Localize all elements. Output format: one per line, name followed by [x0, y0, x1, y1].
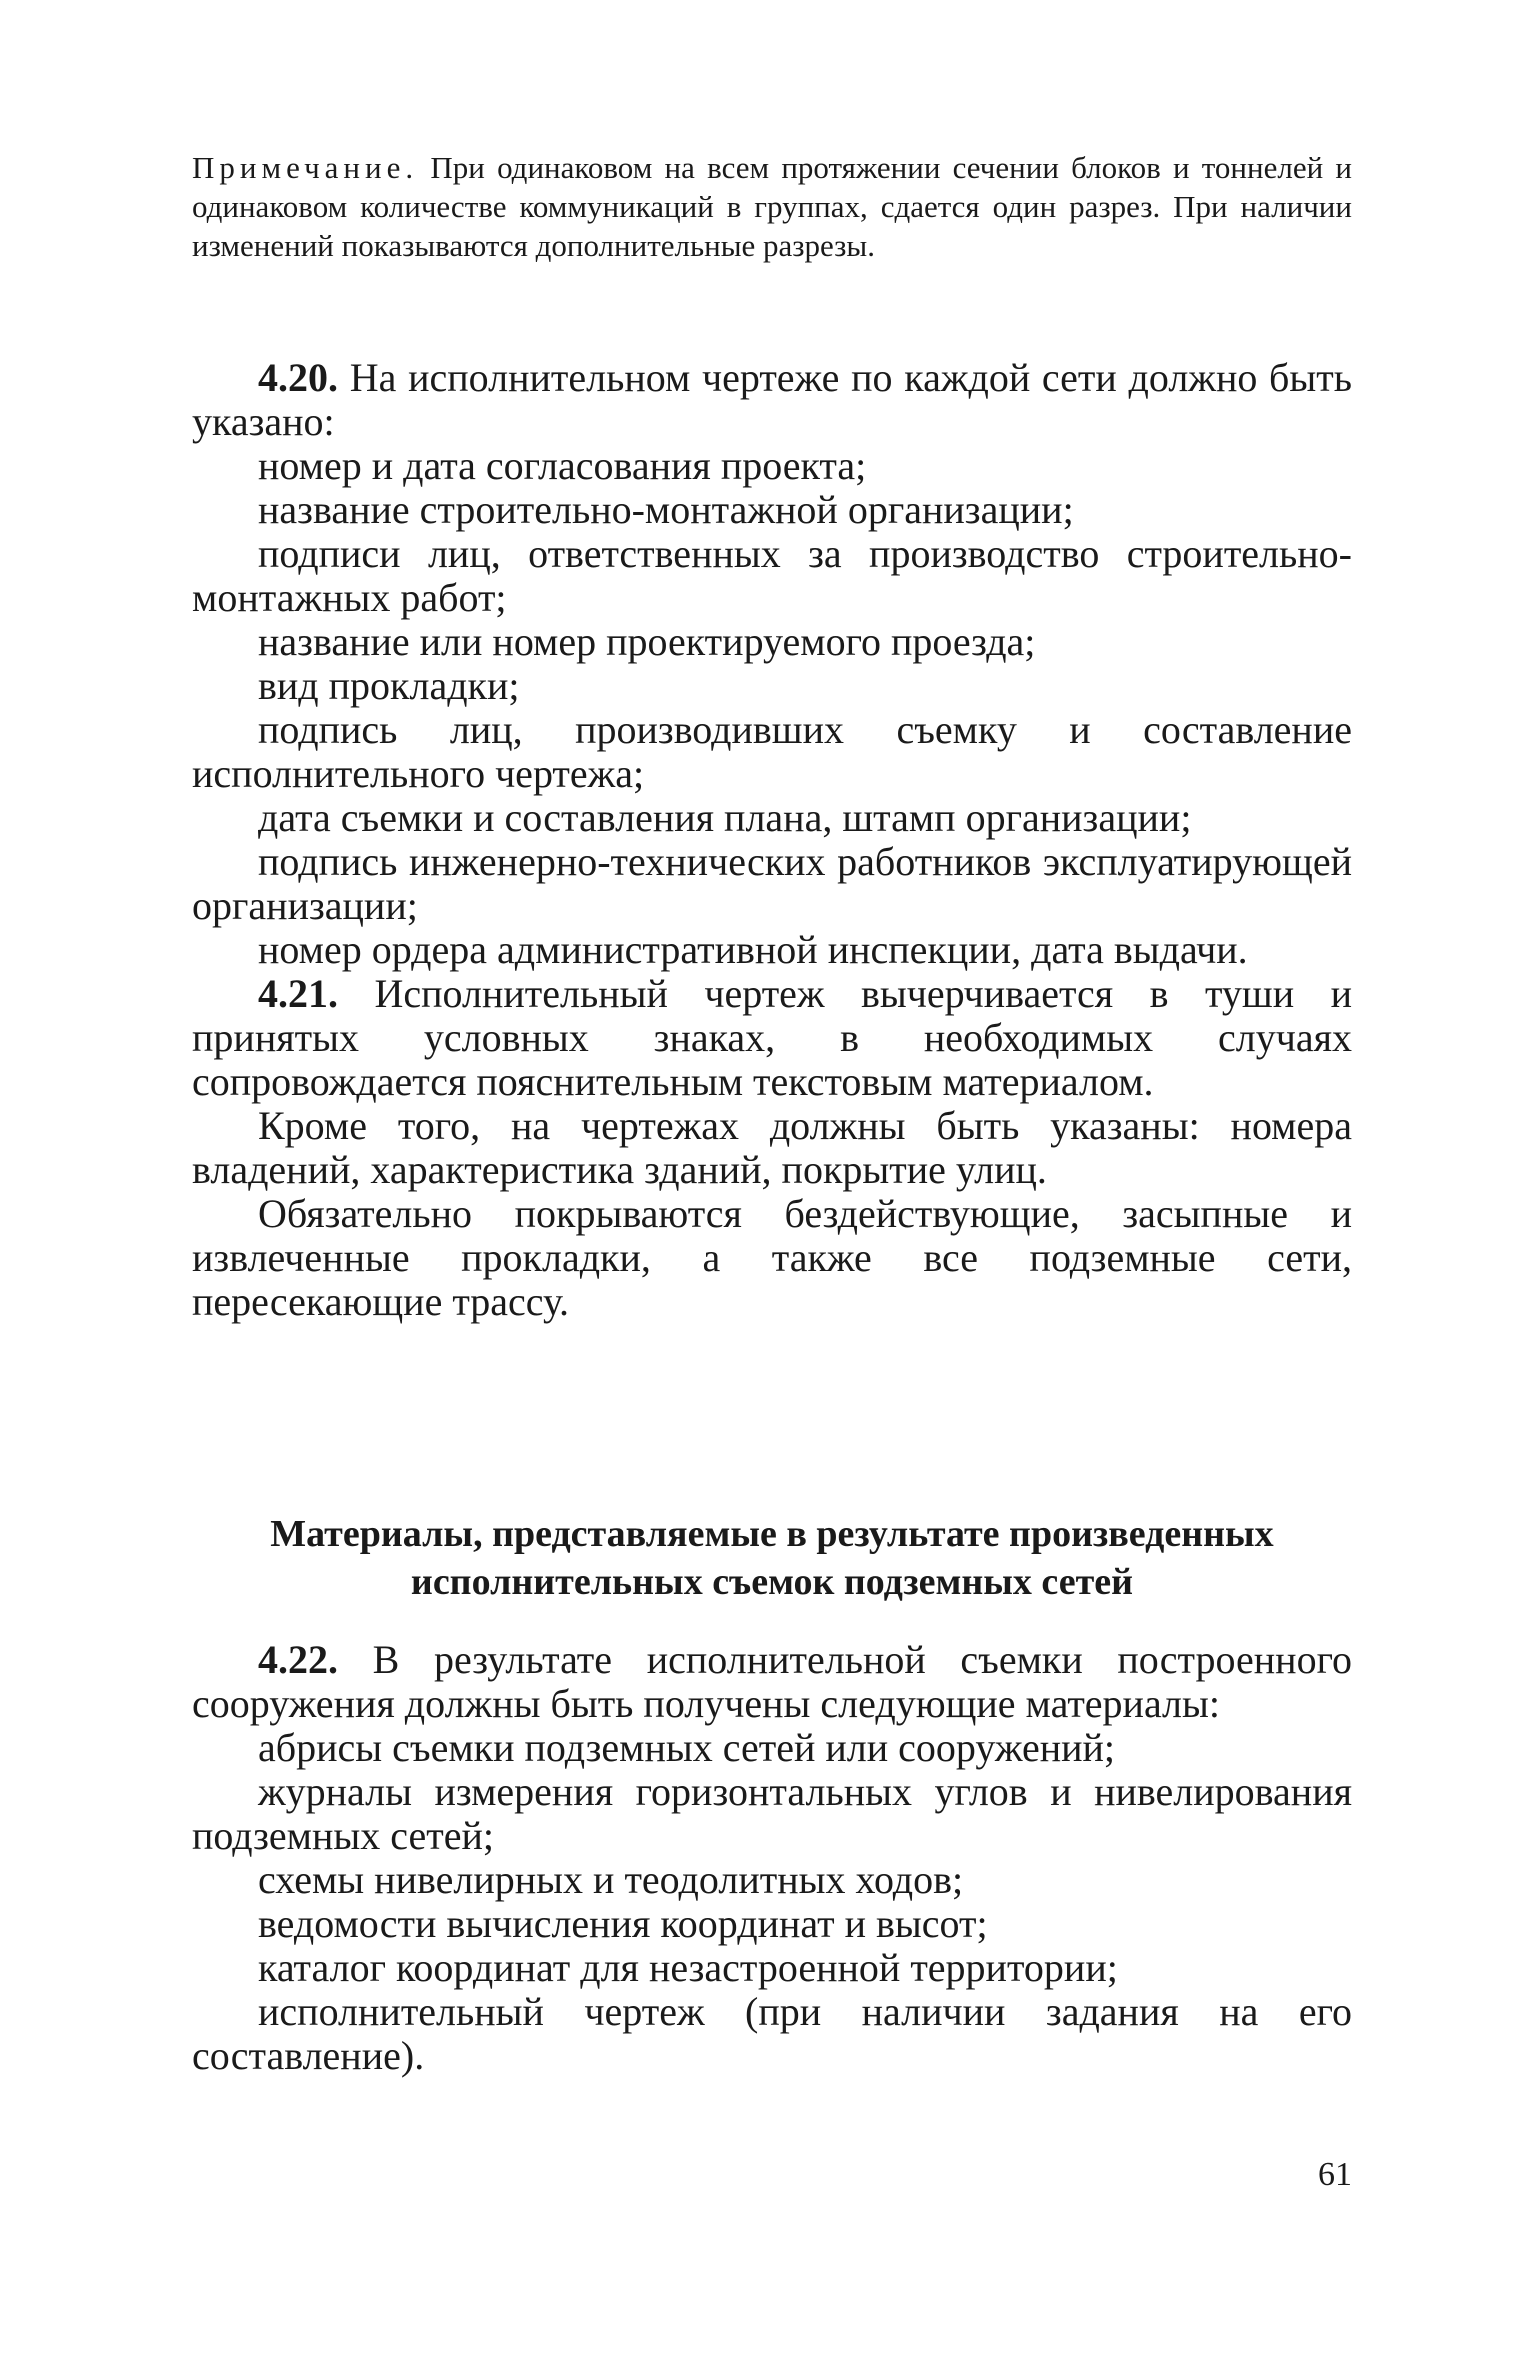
- section-4-21-p2: Кроме того, на чертежах должны быть указаны: номера владений, характеристика зданий, покрытие улиц.: [192, 1103, 1352, 1192]
- heading-line-1: Материалы, представляемые в результате произведенных: [270, 1513, 1274, 1555]
- section-number: 4.20.: [258, 355, 338, 400]
- list-item: исполнительный чертеж (при наличии задания на его составление).: [192, 1989, 1352, 2078]
- list-item: название или номер проектируемого проезда;: [258, 619, 1036, 664]
- list-item: подпись инженерно-технических работников эксплуатирующей организации;: [192, 839, 1352, 928]
- section-heading: [160, 1510, 1384, 1606]
- list-item: журналы измерения горизонтальных углов и нивелирования подземных сетей;: [192, 1769, 1352, 1858]
- note-label: Примечание.: [192, 150, 419, 185]
- note-text: При одинаковом на всем протяжении сечении блоков и тоннелей и одинаковом количестве коммуникаций в группах, сдается один разрез. При наличии изменений показываются дополнительные разрезы.: [192, 150, 1352, 263]
- page-number: 61: [1318, 2156, 1352, 2193]
- list-item: абрисы съемки подземных сетей или сооружений;: [258, 1725, 1116, 1770]
- section-4-21-p3: Обязательно покрываются бездействующие, засыпные и извлеченные прокладки, а также все подземные сети, пересекающие трассу.: [192, 1191, 1352, 1324]
- list-item: каталог координат для незастроенной территории;: [258, 1945, 1118, 1990]
- list-item: подпись лиц, производивших съемку и составление исполнительного чертежа;: [192, 707, 1352, 796]
- heading-line-2: исполнительных съемок подземных сетей: [410, 1561, 1134, 1603]
- section-number: 4.22.: [258, 1637, 338, 1682]
- note-paragraph: [192, 148, 1352, 265]
- section-number: 4.21.: [258, 971, 338, 1016]
- list-item: вид прокладки;: [258, 663, 520, 708]
- list-item: дата съемки и составления плана, штамп организации;: [258, 795, 1192, 840]
- section-4-21-text: 4.21. Исполнительный чертеж вычерчивается в туши и принятых условных знаках, в необходимых случаях сопровождается пояснительным текстовым материалом.: [192, 971, 1353, 1104]
- list-item: номер и дата согласования проекта;: [258, 443, 867, 488]
- list-item: название строительно-монтажной организации;: [258, 487, 1074, 532]
- section-4-22-intro: 4.22. В результате исполнительной съемки построенного сооружения должны быть получены следующие материалы:: [192, 1637, 1352, 1726]
- section-4-20-intro: 4.20. На исполнительном чертеже по каждой сети должно быть указано:: [192, 355, 1352, 444]
- list-item: схемы нивелирных и теодолитных ходов;: [258, 1857, 964, 1902]
- list-item: подписи лиц, ответственных за производство строительно-монтажных работ;: [192, 531, 1352, 620]
- list-item: номер ордера административной инспекции, дата выдачи.: [258, 927, 1248, 972]
- section-4-22: [192, 1638, 1352, 2078]
- section-4-20: [192, 356, 1352, 1324]
- list-item: ведомости вычисления координат и высот;: [258, 1901, 988, 1946]
